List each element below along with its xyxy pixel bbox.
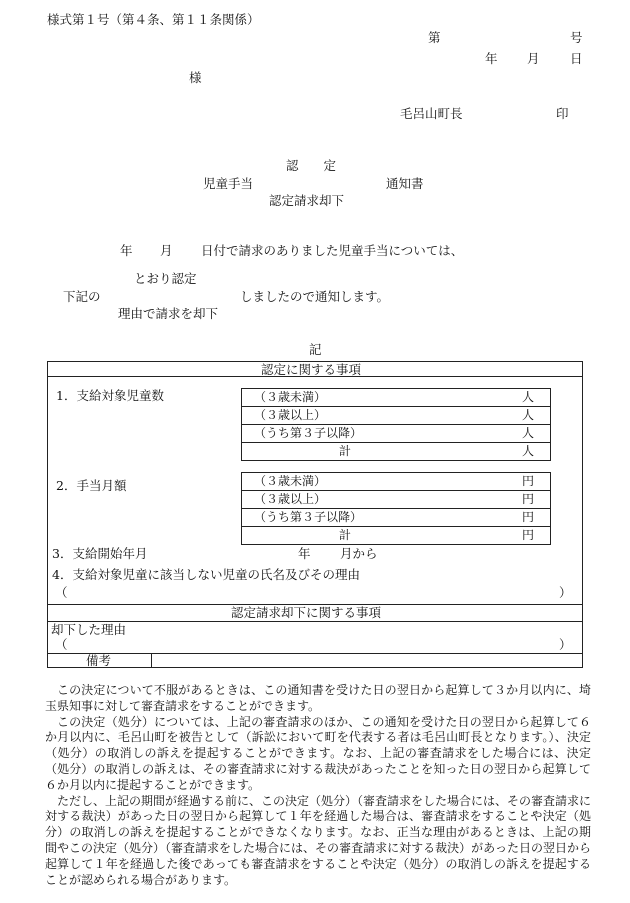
row-unit: 円 (521, 474, 534, 488)
form-number: 様式第１号（第４条、第１１条関係） (47, 12, 260, 27)
title-prefix: 児童手当 (203, 176, 254, 191)
table-row (242, 491, 550, 509)
ki-heading: 記 (309, 342, 322, 357)
row-label: （３歳以上） (254, 408, 327, 422)
approval-section-header: 認定に関する事項 (261, 362, 362, 377)
title-ninte: 認 定 (286, 158, 337, 173)
row-unit: 円 (521, 492, 534, 506)
row-unit: 人 (521, 390, 534, 404)
row-label: （３歳未満） (254, 390, 327, 404)
date-year: 年 (485, 51, 498, 66)
reason-paren-open: （ (55, 637, 68, 652)
row-label: （うち第３子以降） (254, 510, 363, 524)
intro-notify-text: しましたので通知します。 (240, 289, 390, 304)
reason-paren-close: ） (559, 637, 572, 652)
issuer-seal: 印 (556, 106, 569, 121)
monthly-amount-table (241, 472, 551, 545)
row-unit: 円 (521, 510, 534, 524)
row-label: （３歳以上） (254, 492, 327, 506)
table-row (242, 527, 550, 544)
table-row (242, 425, 550, 443)
addressee-sama: 様 (189, 70, 202, 85)
doc-number-dai: 第 (428, 30, 441, 45)
rejection-reason-label: 却下した理由 (51, 622, 127, 637)
date-month: 月 (527, 51, 540, 66)
notice-paragraph: この決定について不服があるときは、この通知書を受けた日の翌日から起算して３か月以内に、埼玉県知事に対して審査請求をすることができます。 (45, 683, 591, 713)
item-children-count-label: 1．支給対象児童数 (56, 388, 164, 403)
item-monthly-amount-label: 2．手当月額 (56, 478, 127, 493)
remarks-label: 備考 (86, 653, 112, 668)
intro-kaki-no: 下記の (63, 289, 101, 304)
title-rejection: 認定請求却下 (269, 193, 345, 208)
notice-paragraph: ただし、上記の期間が経過する前に、この決定（処分）（審査請求をした場合には、その審査請求に対する裁決）があった日の翌日から起算して１年を経過した場合は、審査請求をすることや決定（処分）の取消しの訴えを提起することができなくなります。なお、正当な理由があるときは、上記の期間やこの決定（処分）（審査請求をした場合には、その審査請求に対する裁決）があった日の翌日から起算して１年を経過した後であっても審査請求をすることや決定（処分）の取消しの訴えを提起することが認められる場合があります。 (45, 793, 592, 887)
item-start-month-label: 3．支給開始年月 (52, 546, 148, 561)
row-unit: 人 (521, 444, 534, 458)
rejection-section-header: 認定請求却下に関する事項 (231, 605, 382, 620)
table-row (242, 473, 550, 491)
intro-month: 月 (160, 243, 173, 258)
doc-number-go: 号 (570, 30, 583, 45)
table-row (242, 407, 550, 425)
row-label: 計 (339, 444, 352, 458)
ineligible-paren-close: ） (559, 585, 572, 600)
divider (47, 653, 583, 654)
notice-paragraph: この決定（処分）については、上記の審査請求のほか、この通知を受けた日の翌日から起算して６か月以内に、毛呂山町を被告として（訴訟において町を代表する者は毛呂山町長となります。）、決定（処分）の取消しの訴えを提起することができます。なお、上記の審査請求をした場合には、決定（処分）の取消しの訴えは、その審査請求に対する裁決があったことを知った日の翌日から起算して６か月以内に提起することができます。 (45, 714, 591, 792)
intro-option-approve: とおり認定 (134, 271, 197, 286)
row-label: （うち第３子以降） (254, 426, 363, 440)
item-ineligible-label: 4．支給対象児童に該当しない児童の氏名及びその理由 (52, 567, 360, 582)
children-count-table (241, 388, 551, 461)
row-unit: 人 (521, 408, 534, 422)
table-row (242, 443, 550, 460)
intro-year: 年 (120, 243, 133, 258)
row-label: 計 (339, 528, 352, 542)
ineligible-paren-open: （ (55, 585, 68, 600)
start-month-unit: 月から (340, 546, 378, 561)
date-day: 日 (570, 51, 583, 66)
appeal-notice (45, 683, 591, 888)
title-suffix: 通知書 (386, 176, 424, 191)
table-row (242, 389, 550, 407)
start-year-unit: 年 (298, 546, 311, 561)
issuer-name: 毛呂山町長 (400, 106, 463, 121)
divider (47, 376, 583, 377)
row-label: （３歳未満） (254, 474, 327, 488)
row-unit: 人 (521, 426, 534, 440)
remarks-separator (151, 653, 152, 668)
intro-option-reject: 理由で請求を却下 (118, 306, 219, 321)
intro-date-text: 日付で請求のありました児童手当については、 (201, 243, 464, 258)
row-unit: 円 (521, 528, 534, 542)
table-row (242, 509, 550, 527)
divider (47, 621, 583, 622)
